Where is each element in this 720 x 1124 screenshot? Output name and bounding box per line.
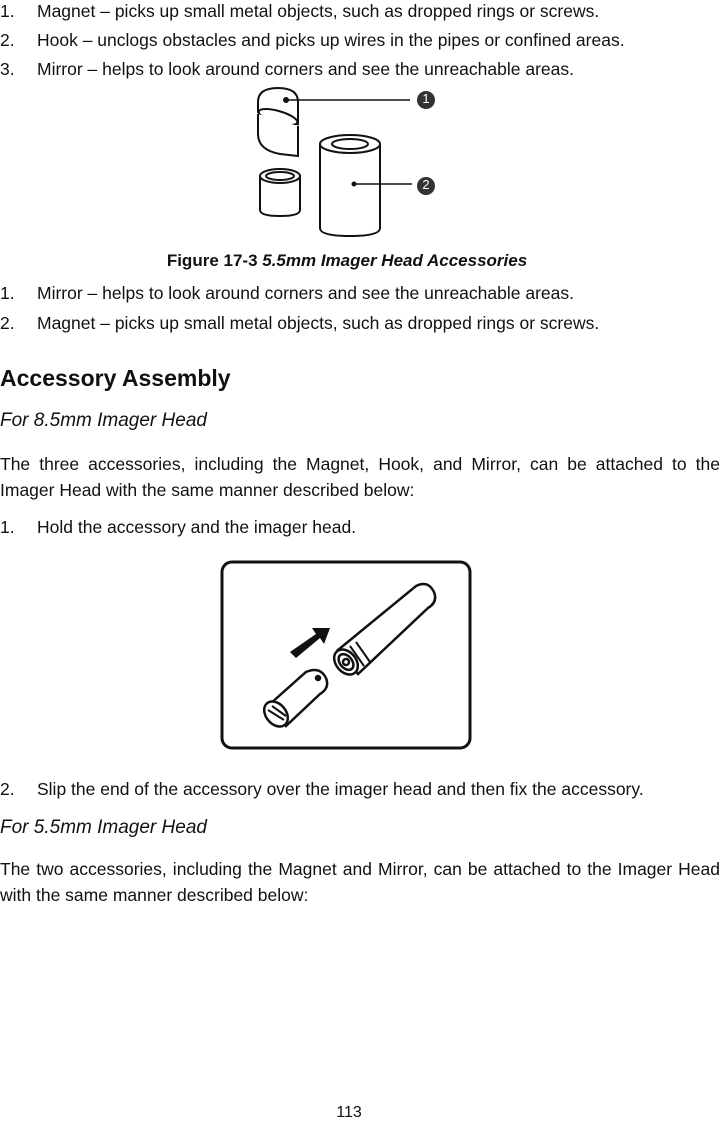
list-number: 3. [0, 59, 15, 79]
list-text: Magnet – picks up small metal objects, such as dropped rings or screws. [37, 313, 600, 333]
subheading-8mm: For 8.5mm Imager Head [0, 410, 207, 431]
subheading-5mm: For 5.5mm Imager Head [0, 817, 207, 838]
page-number: 113 [336, 1104, 362, 1121]
list-text: Mirror – helps to look around corners and see the unreachable areas. [37, 59, 574, 79]
step-text: Slip the end of the accessory over the imager head and then fix the accessory. [37, 779, 644, 799]
list-item [0, 0, 599, 22]
list-item [0, 282, 574, 304]
step-number: 2. [0, 779, 15, 799]
list-number: 1. [0, 1, 15, 21]
list-text: Magnet – picks up small metal objects, such as dropped rings or screws. [37, 1, 600, 21]
step-item [0, 516, 356, 538]
step-item [0, 778, 644, 800]
step-number: 1. [0, 517, 15, 537]
list-number: 2. [0, 313, 15, 333]
assembly-illustration [220, 560, 472, 750]
figure-caption [0, 251, 694, 271]
paragraph-8mm: The three accessories, including the Magnet, Hook, and Mirror, can be attached to the Imager Head with the same manner described below: [0, 454, 720, 500]
paragraph-5mm: The two accessories, including the Magnet and Mirror, can be attached to the Imager Head with the same manner described below: [0, 859, 720, 905]
step-text: Hold the accessory and the imager head. [37, 517, 357, 537]
callout-label-1: 1 [422, 91, 430, 106]
list-item [0, 29, 625, 51]
list-text: Hook – unclogs obstacles and picks up wires in the pipes or confined areas. [37, 30, 625, 50]
list-item [0, 58, 574, 80]
list-item [0, 312, 599, 334]
list-text: Mirror – helps to look around corners and see the unreachable areas. [37, 283, 574, 303]
caption-title: 5.5mm Imager Head Accessories [262, 251, 528, 270]
caption-prefix: Figure 17-3 [166, 251, 263, 270]
section-heading: Accessory Assembly [0, 365, 231, 391]
callout-label-2: 2 [422, 177, 430, 192]
list-number: 2. [0, 30, 15, 50]
list-number: 1. [0, 283, 15, 303]
accessories-illustration [250, 84, 450, 244]
